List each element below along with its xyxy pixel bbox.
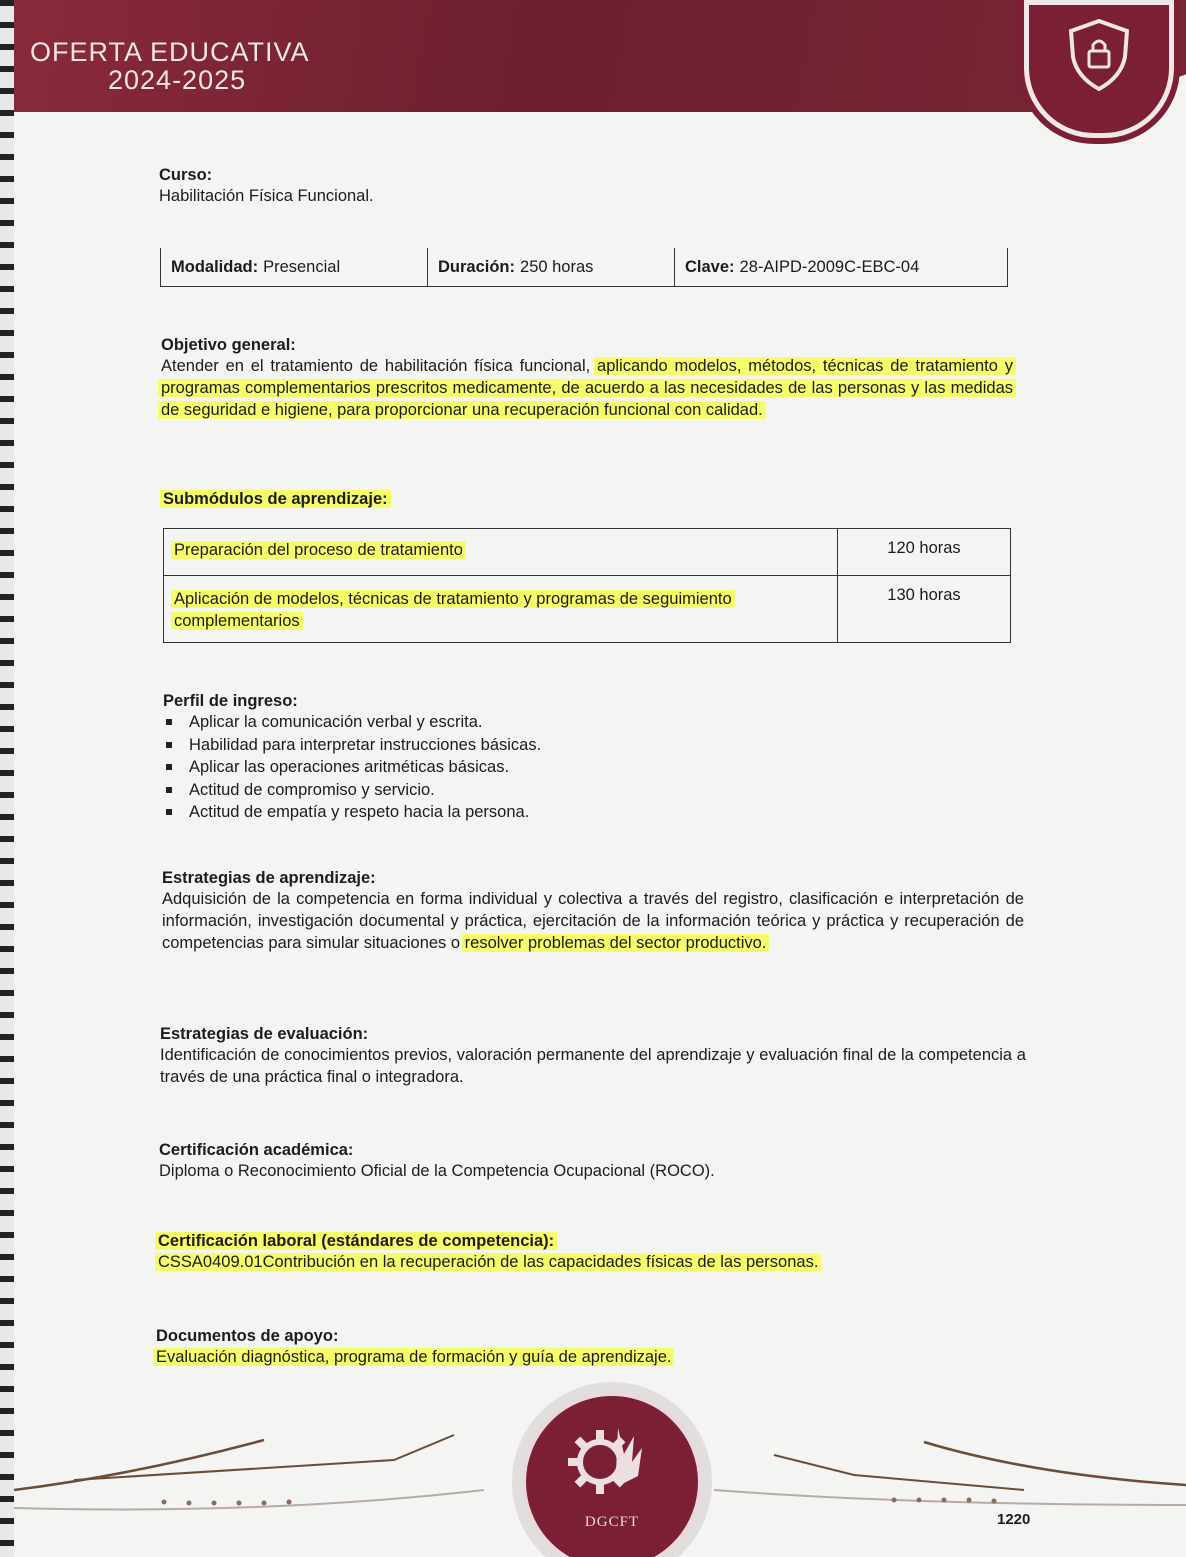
course-name: Habilitación Física Funcional. <box>159 187 374 205</box>
objetivo-text-plain: Atender en el tratamiento de habilitación física funcional, <box>161 357 591 375</box>
objetivo-label: Objetivo general: <box>161 336 296 354</box>
documentos-text <box>156 1346 1016 1368</box>
clave-cell <box>675 248 1007 286</box>
course-section <box>159 166 374 207</box>
objetivo-text-highlighted: aplicando modelos, métodos, técnicas de tratamiento y programas complementarios prescritos medicamente, de acuerdo a las necesidades de las personas y las medidas de seguridad e higiene, para proporcionar una recuperación funcional con calidad. <box>158 357 1016 419</box>
submodulos-heading <box>163 490 388 509</box>
gear-hand-emblem-icon <box>522 1392 694 1557</box>
header-title-line1: OFERTA EDUCATIVA <box>30 37 310 67</box>
submodulos-table <box>163 528 1011 643</box>
table-row <box>164 576 1011 643</box>
submodulo-name-cell <box>164 576 838 643</box>
emblem-text: DGCFT <box>584 1514 640 1530</box>
modalidad-value: Presencial <box>263 257 341 276</box>
header-title-line2: 2024-2025 <box>108 65 247 95</box>
documentos-label: Documentos de apoyo: <box>156 1327 339 1345</box>
perfil-section <box>163 692 863 824</box>
certificacion-laboral-text <box>158 1251 1018 1273</box>
estrategias-aprendizaje-section <box>162 869 1024 954</box>
duracion-label: Duración: <box>438 257 516 276</box>
submodulo-name: Aplicación de modelos, técnicas de tratamiento y programas de seguimiento complementarios <box>171 590 735 630</box>
submodulo-name-cell <box>164 529 838 576</box>
perfil-label: Perfil de ingreso: <box>163 692 298 710</box>
clave-value: 28-AIPD-2009C-EBC-04 <box>739 257 920 276</box>
certificacion-laboral-label <box>158 1232 1018 1251</box>
estrategias-aprendizaje-text-plain: Adquisición de la competencia en forma individual y colectiva a través del registro, clasificación e interpretación de información, investigación documental y práctica, ejercitación de la información teórica y práctica y recuperación de competencias para simular situaciones o <box>162 890 1024 952</box>
list-item: Actitud de empatía y respeto hacia la persona. <box>163 801 863 824</box>
documentos-section <box>156 1327 1016 1368</box>
table-row <box>164 529 1011 576</box>
spiral-binding <box>0 0 14 1557</box>
objetivo-section <box>161 336 1013 421</box>
dgcft-emblem <box>522 1392 702 1557</box>
estrategias-aprendizaje-label: Estrategias de aprendizaje: <box>162 869 376 887</box>
course-label: Curso: <box>159 166 213 184</box>
submodulos-label: Submódulos de aprendizaje: <box>160 490 391 508</box>
duracion-value: 250 horas <box>520 257 594 276</box>
certificacion-academica-section <box>159 1141 1019 1182</box>
estrategias-evaluacion-label: Estrategias de evaluación: <box>160 1025 369 1043</box>
course-info-bar <box>160 248 1008 287</box>
modalidad-label: Modalidad: <box>171 257 259 276</box>
certificacion-academica-label: Certificación académica: <box>159 1141 354 1159</box>
estrategias-evaluacion-section <box>160 1025 1026 1088</box>
header-title <box>30 38 310 94</box>
perfil-list <box>163 711 863 824</box>
submodulo-hours: 130 horas <box>838 576 1011 643</box>
list-item: Aplicar las operaciones aritméticas básicas. <box>163 756 863 779</box>
certificacion-academica-text: Diploma o Reconocimiento Oficial de la Competencia Ocupacional (ROCO). <box>159 1162 715 1180</box>
duracion-cell <box>428 248 675 286</box>
modalidad-cell <box>161 248 428 286</box>
clave-label: Clave: <box>685 257 735 276</box>
submodulo-hours: 120 horas <box>838 529 1011 576</box>
certificacion-laboral-text-highlighted: CSSA0409.01Contribución en la recuperación de las capacidades físicas de las personas. <box>155 1253 821 1271</box>
objetivo-text <box>161 355 1013 421</box>
certificacion-laboral-section <box>158 1232 1018 1273</box>
documentos-text-highlighted: Evaluación diagnóstica, programa de formación y guía de aprendizaje. <box>153 1348 674 1366</box>
page-number: 1220 <box>997 1511 1031 1528</box>
list-item: Actitud de compromiso y servicio. <box>163 779 863 802</box>
certificacion-laboral-label-text: Certificación laboral (estándares de competencia): <box>155 1232 557 1250</box>
submodulo-name: Preparación del proceso de tratamiento <box>171 541 466 559</box>
document-page <box>14 0 1186 1557</box>
list-item: Habilidad para interpretar instrucciones básicas. <box>163 734 863 757</box>
estrategias-aprendizaje-text <box>162 888 1024 954</box>
estrategias-aprendizaje-text-highlighted: resolver problemas del sector productivo. <box>462 934 770 952</box>
list-item: Aplicar la comunicación verbal y escrita. <box>163 711 863 734</box>
shield-lock-icon <box>1024 0 1174 138</box>
estrategias-evaluacion-text: Identificación de conocimientos previos, valoración permanente del aprendizaje y evaluación final de la competencia a través de una práctica final o integradora. <box>160 1046 1026 1086</box>
